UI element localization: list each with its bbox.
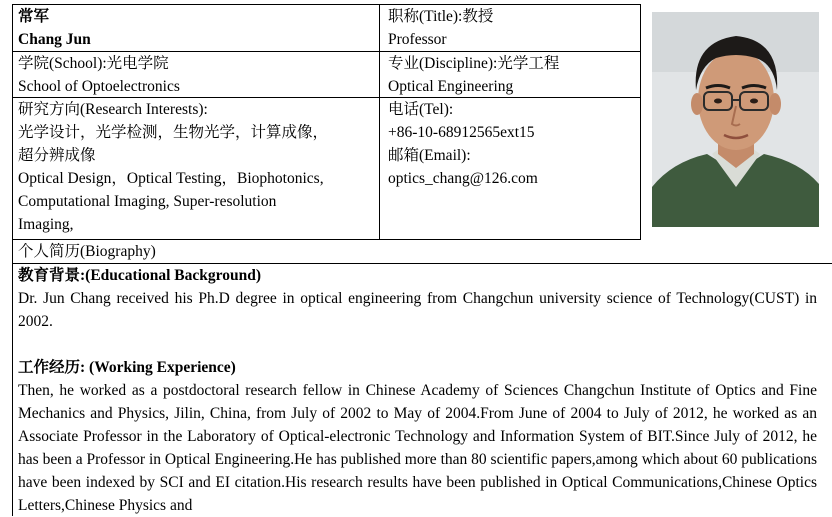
name-cn: 常军	[18, 8, 50, 25]
school-label: 学院(School):光电学院	[18, 55, 169, 72]
discipline-value: Optical Engineering	[388, 78, 514, 95]
table-border-top	[12, 4, 641, 5]
table-divider-mid	[379, 4, 380, 240]
tel-value: +86-10-68912565ext15	[388, 124, 535, 141]
school-value: School of Optoelectronics	[18, 78, 180, 95]
email-value: optics_chang@126.com	[388, 170, 538, 187]
table-border-left	[12, 4, 13, 516]
title-label: 职称(Title):教授	[388, 8, 494, 25]
work-text: Then, he worked as a postdoctoral research fellow in Chinese Academy of Sciences Changchun Institute of Optics and Fine Mechanics and Physics, Jilin, China, from July of 2002 to May of 2004.From June of 2004 to July of 2012, he worked as an Associate Professor in the Laboratory of Optical-electronic Technology and Information System of BIT.Since July of 2012, he has been a Professor in Optical Engineering.He has published more than 80 scientific papers,among which about 60 publications have been indexed by SCI and EI citation.His research results have been published in Optical Communications,Chinese Optics Letters,Chinese Physics and	[18, 382, 817, 514]
name-en: Chang Jun	[18, 31, 91, 48]
email-label: 邮箱(Email):	[388, 147, 471, 164]
work-heading: 工作经历: (Working Experience)	[18, 359, 236, 376]
research-label: 研究方向(Research Interests):	[18, 101, 208, 118]
research-cn-line1: 光学设计，光学检测，生物光学，计算成像，	[18, 124, 329, 141]
research-cn-line2: 超分辨成像	[18, 147, 96, 164]
portrait-illustration	[652, 12, 819, 227]
research-en-line3: Imaging,	[18, 216, 74, 233]
education-text: Dr. Jun Chang received his Ph.D degree in optical engineering from Changchun university science of Technology(CUST) in 2002.	[18, 290, 817, 330]
research-en-line2: Computational Imaging, Super-resolution	[18, 193, 277, 210]
title-value: Professor	[388, 31, 447, 48]
tel-label: 电话(Tel):	[388, 101, 454, 118]
education-heading: 教育背景:(Educational Background)	[18, 267, 262, 284]
discipline-label: 专业(Discipline):光学工程	[388, 55, 560, 72]
research-en-line1: Optical Design，Optical Testing，Biophotonics,	[18, 170, 324, 187]
biography-header: 个人简历(Biography)	[18, 243, 156, 260]
table-border-right	[640, 4, 641, 240]
portrait-photo	[652, 12, 819, 227]
